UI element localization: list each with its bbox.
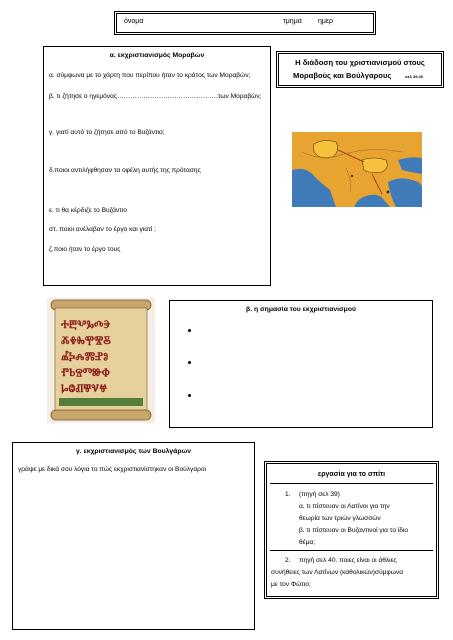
homework-item-2-line1: πηγή σελ 40. ποιες είναι οι άθλιες — [299, 557, 397, 564]
svg-text:ⰌⰍⰎⰏⰐⰑ: ⰌⰍⰎⰏⰐⰑ — [61, 350, 109, 363]
alphabet-scroll-image — [47, 298, 155, 423]
homework-item-2-line3: με τον Φώτιο; — [271, 581, 311, 588]
section-a-title: α. εκχριστιανισμός Μοραβών — [109, 52, 205, 59]
section-c-title: γ. εκχριστιανισμός των Βουλγάρων — [75, 448, 192, 455]
question-b: β. τι ζήτησε ο ηγεμόνας……………………………………….των Μοραβών; — [49, 93, 262, 100]
homework-item-1-b-line1: β. τι πίστευαν οι Βυζαντινοί για το ίδιο — [299, 527, 409, 534]
homework-title-rule — [270, 483, 433, 484]
homework-item-1-a-line2: θεωρία των τριών γλωσσών — [299, 515, 381, 522]
map-image — [292, 132, 422, 207]
bullet-3 — [188, 394, 191, 397]
question-c: γ. γιατί αυτό το ζήτησε από το Βυζάντιο; — [49, 129, 165, 136]
name-label: όνομα — [124, 18, 144, 25]
svg-text:ⰆⰇⰈⰉⰊⰋ: ⰆⰇⰈⰉⰊⰋ — [61, 334, 111, 347]
homework-item-1-ref: (πηγή σελ 39) — [299, 491, 340, 498]
bullet-1 — [188, 329, 191, 332]
question-a: α. σύμφωνα με το χάρτη που περίπου ήταν το κράτος των Μοραβών; — [49, 72, 251, 79]
homework-divider — [270, 550, 433, 551]
question-z: ζ.ποιο ήταν το έργο τους — [49, 246, 121, 253]
section-b-title: β. η σημασία του εκχριστιανισμού — [246, 306, 356, 313]
question-d: δ.ποιοι αντιλήφθησαν τα οφέλη αυτής της πρότασης — [49, 167, 201, 174]
header-name-box — [114, 11, 376, 35]
svg-text:ⰀⰁⰂⰃⰄⰅ: ⰀⰁⰂⰃⰄⰅ — [61, 318, 111, 331]
homework-item-1-number: 1. — [285, 491, 291, 498]
section-c-instruction: γράψε με δικά σου λόγια το πώς εκχριστιανίστηκαν οι Βούλγαροι — [18, 466, 207, 473]
homework-item-1-b-line2: θέμα; — [299, 539, 316, 546]
title-box — [276, 51, 444, 88]
date-label: ημερ — [318, 18, 334, 25]
title-page-ref: σελ 39,40 — [405, 74, 423, 79]
svg-text:ⰘⰙⰚⰛⰜⰝ: ⰘⰙⰚⰛⰜⰝ — [61, 382, 108, 395]
title-line-2: Μοραβούς και Βούλγαρους — [293, 71, 392, 80]
question-e: ε. τι θα κέρδιζε το Βυζάντιο — [49, 207, 127, 214]
homework-item-2-number: 2. — [285, 557, 291, 564]
svg-text:ⰒⰓⰔⰕⰖⰗ: ⰒⰓⰔⰕⰖⰗ — [61, 366, 110, 379]
homework-title: εργασία για το σπίτι — [317, 471, 386, 478]
section-b-box — [169, 300, 433, 428]
question-st: στ. ποιοι ανέλαβαν το έργο και γιατί ; — [49, 226, 156, 233]
bullet-2 — [188, 361, 191, 364]
homework-item-1-a-line1: α. τι πίστευαν οι Λατίνοι για την — [299, 503, 390, 510]
homework-item-2-line2: συνήθειες των Λατίνων (καθολικών)σύμφωνα — [271, 569, 404, 576]
class-label: τμημα — [283, 18, 302, 25]
title-line-1: Η διάδοση του χριστιανισμού στους — [295, 58, 425, 67]
